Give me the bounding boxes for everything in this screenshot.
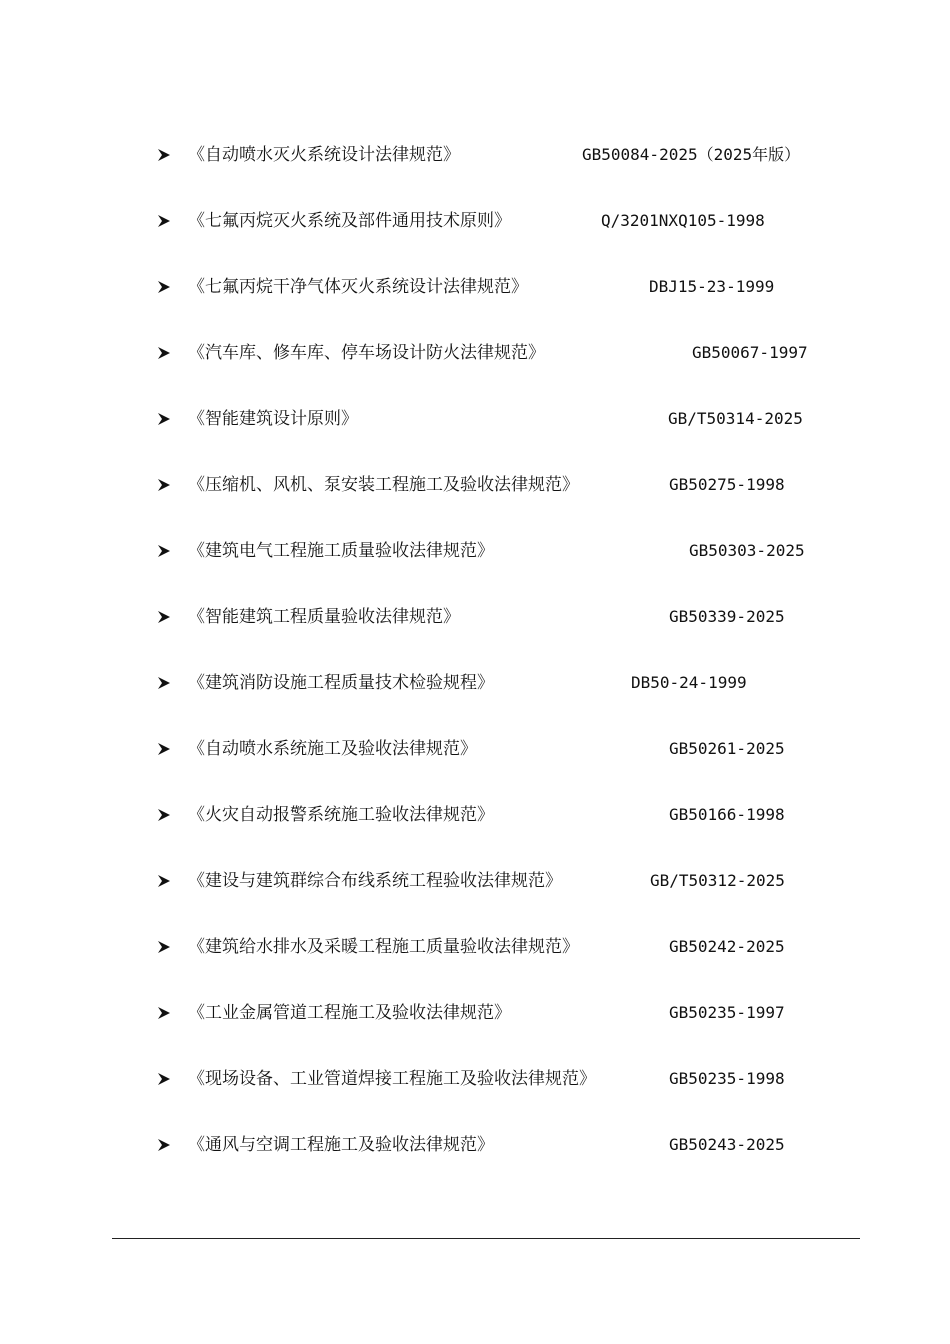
standard-code: GB50303-2025 — [689, 541, 805, 560]
arrowhead-bullet-icon — [157, 1006, 171, 1020]
list-item — [0, 1134, 950, 1164]
standard-code: GB50261-2025 — [669, 739, 785, 758]
list-item — [0, 408, 950, 438]
standard-code: GB50235-1997 — [669, 1003, 785, 1022]
standard-title: 《现场设备、工业管道焊接工程施工及验收法律规范》 — [188, 1069, 596, 1089]
footer-divider — [112, 1238, 860, 1239]
list-item — [0, 1002, 950, 1032]
standard-code: GB50243-2025 — [669, 1135, 785, 1154]
standard-title: 《自动喷水系统施工及验收法律规范》 — [188, 739, 477, 759]
standard-title: 《智能建筑设计原则》 — [188, 409, 358, 429]
list-item — [0, 540, 950, 570]
list-item — [0, 1068, 950, 1098]
standard-code: GB50339-2025 — [669, 607, 785, 626]
standard-title: 《压缩机、风机、泵安装工程施工及验收法律规范》 — [188, 475, 579, 495]
standard-code: GB/T50312-2025 — [650, 871, 785, 890]
arrowhead-bullet-icon — [157, 874, 171, 888]
list-item — [0, 144, 950, 174]
arrowhead-bullet-icon — [157, 808, 171, 822]
standard-code: GB50084-2025（2025年版） — [582, 145, 801, 164]
arrowhead-bullet-icon — [157, 280, 171, 294]
standard-title: 《汽车库、修车库、停车场设计防火法律规范》 — [188, 343, 545, 363]
arrowhead-bullet-icon — [157, 1072, 171, 1086]
arrowhead-bullet-icon — [157, 214, 171, 228]
standard-title: 《火灾自动报警系统施工验收法律规范》 — [188, 805, 494, 825]
standard-code: GB50166-1998 — [669, 805, 785, 824]
standard-code: GB50235-1998 — [669, 1069, 785, 1088]
arrowhead-bullet-icon — [157, 742, 171, 756]
standard-title: 《建筑消防设施工程质量技术检验规程》 — [188, 673, 494, 693]
standard-title: 《建筑电气工程施工质量验收法律规范》 — [188, 541, 494, 561]
standard-code: GB/T50314-2025 — [668, 409, 803, 428]
list-item — [0, 804, 950, 834]
standard-code: GB50067-1997 — [692, 343, 808, 362]
standard-title: 《建设与建筑群综合布线系统工程验收法律规范》 — [188, 871, 562, 891]
arrowhead-bullet-icon — [157, 676, 171, 690]
list-item — [0, 210, 950, 240]
standard-title: 《建筑给水排水及采暖工程施工质量验收法律规范》 — [188, 937, 579, 957]
list-item — [0, 276, 950, 306]
arrowhead-bullet-icon — [157, 478, 171, 492]
arrowhead-bullet-icon — [157, 1138, 171, 1152]
standard-code: DB50-24-1999 — [631, 673, 747, 692]
standard-code: GB50242-2025 — [669, 937, 785, 956]
standard-title: 《智能建筑工程质量验收法律规范》 — [188, 607, 460, 627]
standard-title: 《通风与空调工程施工及验收法律规范》 — [188, 1135, 494, 1155]
list-item — [0, 342, 950, 372]
arrowhead-bullet-icon — [157, 148, 171, 162]
standard-title: 《七氟丙烷干净气体灭火系统设计法律规范》 — [188, 277, 528, 297]
list-item — [0, 606, 950, 636]
arrowhead-bullet-icon — [157, 940, 171, 954]
list-item — [0, 870, 950, 900]
arrowhead-bullet-icon — [157, 544, 171, 558]
standard-title: 《七氟丙烷灭火系统及部件通用技术原则》 — [188, 211, 511, 231]
standard-title: 《工业金属管道工程施工及验收法律规范》 — [188, 1003, 511, 1023]
standard-code: DBJ15-23-1999 — [649, 277, 775, 296]
arrowhead-bullet-icon — [157, 346, 171, 360]
list-item — [0, 672, 950, 702]
arrowhead-bullet-icon — [157, 610, 171, 624]
arrowhead-bullet-icon — [157, 412, 171, 426]
list-item — [0, 474, 950, 504]
standard-code: Q/3201NXQ105-1998 — [601, 211, 765, 230]
standard-code: GB50275-1998 — [669, 475, 785, 494]
standard-title: 《自动喷水灭火系统设计法律规范》 — [188, 145, 460, 165]
list-item — [0, 936, 950, 966]
list-item — [0, 738, 950, 768]
